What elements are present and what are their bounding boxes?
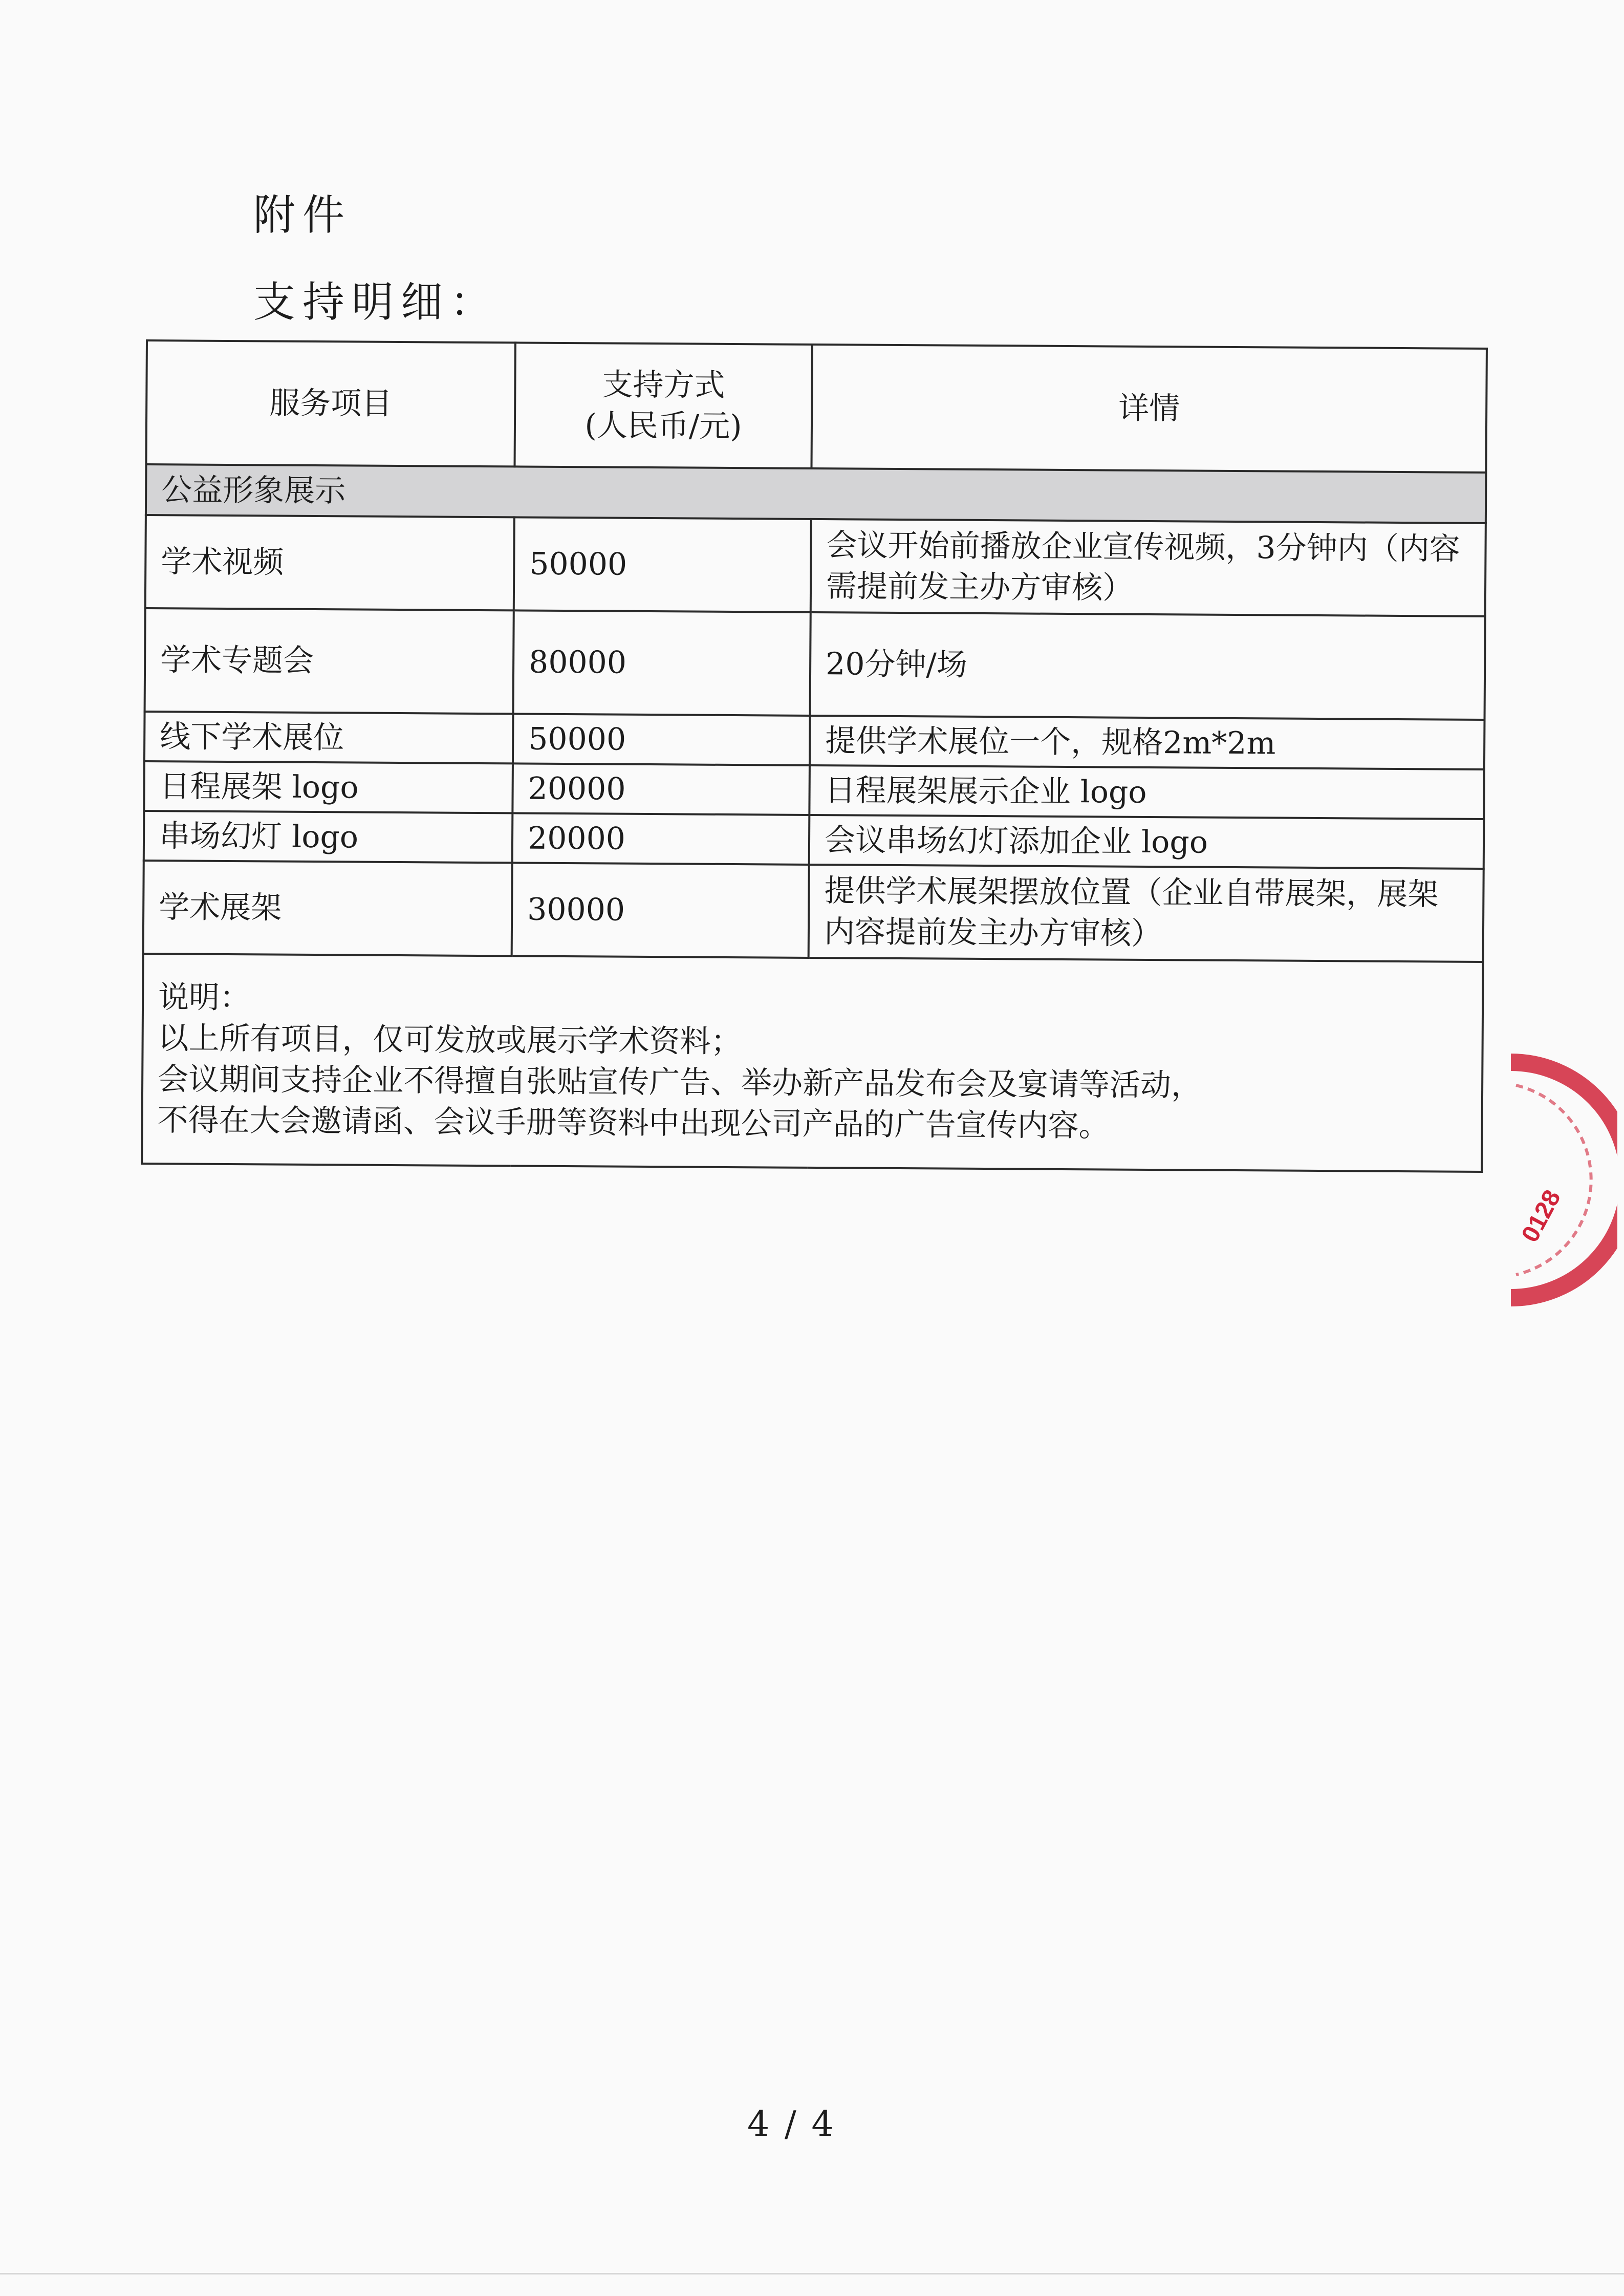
row-amount: 30000 — [512, 863, 809, 957]
attachment-label: 附件 — [253, 191, 352, 240]
row-detail: 提供学术展架摆放位置（企业自带展架，展架内容提前发主办方审核） — [809, 865, 1484, 962]
note-line: 会议期间支持企业不得擅自张贴宣传广告、举办新产品发布会及宴请等活动， — [157, 1061, 1202, 1104]
section-label: 公益形象展示 — [146, 464, 1486, 523]
notes-row — [142, 954, 1483, 1172]
row-item: 日程展架 logo — [144, 761, 513, 813]
seal-number: 0128 — [1516, 1186, 1566, 1247]
row-item: 学术专题会 — [145, 608, 514, 714]
row-amount: 50000 — [514, 518, 811, 612]
table-row — [143, 861, 1484, 962]
note-line: 不得在大会邀请函、会议手册等资料中出现公司产品的广告宣传内容。 — [157, 1102, 1110, 1144]
table-row — [144, 761, 1484, 819]
scan-edge-line — [0, 2273, 1624, 2274]
header-support — [514, 342, 812, 468]
row-amount: 20000 — [512, 764, 810, 815]
details-title: 支持明细： — [253, 278, 500, 327]
row-amount: 20000 — [512, 813, 810, 864]
support-details-table — [141, 339, 1488, 1173]
seal-ring — [1511, 1062, 1617, 1298]
table-row — [144, 712, 1485, 769]
table-row — [145, 608, 1485, 720]
table-header-row — [146, 340, 1487, 473]
notes-heading: 说明： — [158, 979, 251, 1016]
red-seal-stamp — [1484, 1049, 1617, 1316]
note-line: 以上所有项目，仅可发放或展示学术资料； — [158, 1020, 742, 1060]
row-detail: 会议开始前播放企业宣传视频，3分钟内（内容需提前发主办方审核） — [811, 519, 1486, 616]
header-support-line1: 支持方式 — [602, 367, 725, 404]
notes-cell — [142, 954, 1483, 1172]
row-item: 串场幻灯 logo — [144, 811, 513, 863]
table-row — [145, 515, 1486, 616]
seal-inner-ring — [1516, 1085, 1591, 1275]
row-item: 学术视频 — [145, 515, 514, 610]
row-detail: 提供学术展位一个，规格2m*2m — [810, 716, 1485, 769]
row-item: 线下学术展位 — [144, 712, 513, 763]
header-details: 详情 — [811, 345, 1486, 473]
row-detail: 20分钟/场 — [810, 612, 1485, 720]
row-detail: 日程展架展示企业 logo — [809, 765, 1484, 819]
header-service: 服务项目 — [146, 340, 515, 467]
header-support-line2: (人民币/元) — [584, 407, 742, 445]
row-amount: 50000 — [513, 714, 810, 765]
section-row — [146, 464, 1486, 523]
row-amount: 80000 — [513, 611, 811, 716]
table-row — [144, 811, 1484, 869]
row-item: 学术展架 — [143, 861, 512, 956]
row-detail: 会议串场幻灯添加企业 logo — [809, 815, 1484, 869]
page-number: 4 / 4 — [747, 2104, 836, 2144]
